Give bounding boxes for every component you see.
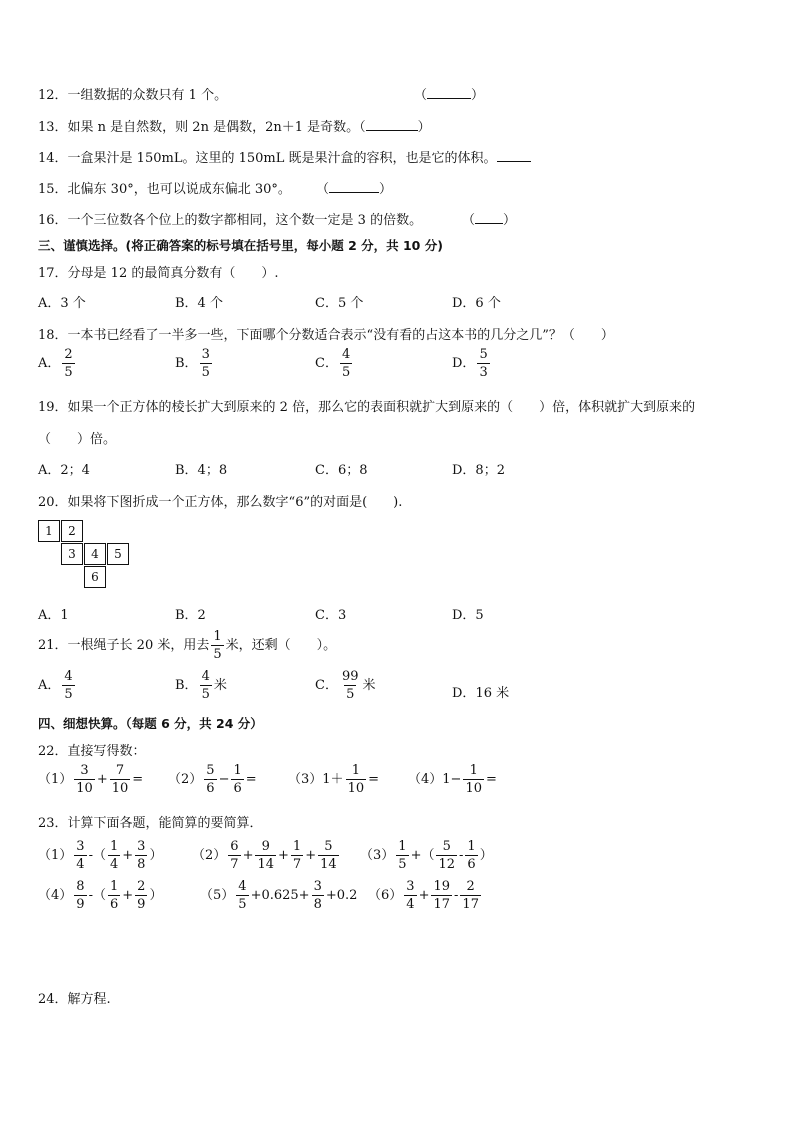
section-3-title: 三、谨慎选择。(将正确答案的标号填在括号里，每小题 2 分，共 10 分) (38, 238, 443, 253)
option-d[interactable]: D．5 (452, 608, 484, 623)
fraction: $\frac{4}{5}$ (64, 669, 73, 702)
option-b[interactable]: B． $\frac{4}{5}$ 米 (175, 669, 227, 702)
option-c[interactable]: C．5 个 (315, 296, 364, 311)
net-cell-1: 1 (38, 520, 60, 542)
fraction: $\frac{5}{3}$ (479, 347, 488, 380)
option-b[interactable]: B．4；8 (175, 463, 228, 478)
section-4-title: 四、细想快算。（每题 6 分，共 24 分） (38, 716, 263, 731)
question-16 (38, 209, 422, 228)
option-c[interactable]: C．3 (315, 608, 347, 623)
q23-item-5[interactable]: （5） $\frac{4}{5}$ +0.625+ $\frac{3}{8}$ +0.2 (200, 879, 358, 912)
question-19-line-1: 19．如果一个正方体的棱长扩大到原来的 2 倍，那么它的表面积就扩大到原来的（ ）倍，体积就扩大到原来的 (38, 400, 696, 415)
fraction: $\frac{2}{5}$ (64, 347, 73, 380)
question-text: 13．如果 n 是自然数，则 2n 是偶数，2n＋1 是奇数。（ (38, 120, 366, 135)
q23-item-2[interactable]: （2） $\frac{6}{7}$ + $\frac{9}{14}$ + $\frac{1}{7}$ + $\frac{5}{14}$ (192, 839, 337, 872)
answer-blank[interactable] (427, 86, 471, 99)
fraction: $\frac{4}{5}$ (201, 669, 210, 702)
question-14 (38, 147, 531, 166)
question-20: 20．如果将下图折成一个正方体，那么数字“6”的对面是( ). (38, 495, 403, 510)
net-cell-3: 3 (61, 543, 83, 565)
question-21: 21．一根绳子长 20 米，用去 $\frac{1}{5}$ 米，还剩（ ）。 (38, 629, 337, 662)
q23-item-3[interactable]: （3） $\frac{1}{5}$ +（ $\frac{5}{12}$ - $\frac{1}{6}$ ） (360, 839, 493, 872)
net-cell-5: 5 (107, 543, 129, 565)
question-13: 13．如果 n 是自然数，则 2n 是偶数，2n＋1 是奇数。（ ） (38, 120, 431, 135)
q23-item-1[interactable]: （1） $\frac{3}{4}$ -（ $\frac{1}{4}$ + $\frac{3}{8}$ ） (38, 839, 163, 872)
cube-net-diagram (38, 520, 138, 590)
answer-blank[interactable] (329, 180, 379, 193)
q23-item-6[interactable]: （6） $\frac{3}{4}$ + $\frac{19}{17}$ - $\frac{2}{17}$ (368, 879, 479, 912)
question-12 (38, 84, 227, 103)
option-d[interactable]: D．16 米 (452, 686, 510, 701)
option-d[interactable]: D．8；2 (452, 463, 505, 478)
question-22: 22．直接写得数： (38, 744, 146, 759)
answer-paren-12[interactable]: （ ） (414, 88, 485, 103)
question-text: 16．一个三位数各个位上的数字都相同，这个数一定是 3 的倍数。 (38, 213, 423, 228)
net-cell-4: 4 (84, 543, 106, 565)
option-b[interactable]: B．4 个 (175, 296, 223, 311)
question-19-line-2: （ ）倍。 (38, 432, 117, 447)
option-c[interactable]: C． $\frac{4}{5}$ (315, 347, 351, 380)
option-d[interactable]: D． $\frac{5}{3}$ (452, 347, 488, 380)
option-c[interactable]: C．6；8 (315, 463, 368, 478)
option-a[interactable]: A． $\frac{4}{5}$ (38, 669, 73, 702)
option-a[interactable]: A． $\frac{2}{5}$ (38, 347, 73, 380)
option-a[interactable]: A．2；4 (38, 463, 90, 478)
q23-item-4[interactable]: （4） $\frac{8}{9}$ -（ $\frac{1}{6}$ + $\frac{2}{9}$ ） (38, 879, 163, 912)
net-cell-6: 6 (84, 566, 106, 588)
q22-item-3[interactable]: （3）1＋ $\frac{1}{10}$ = (288, 763, 380, 796)
question-23: 23．计算下面各题，能简算的要简算． (38, 816, 263, 831)
question-text: 15．北偏东 30°，也可以说成东偏北 30°。 (38, 182, 291, 197)
question-17: 17．分母是 12 的最简真分数有（ ）. (38, 266, 279, 281)
q22-item-4[interactable]: （4）1− $\frac{1}{10}$ = (408, 763, 497, 796)
answer-blank[interactable] (497, 149, 531, 162)
question-24: 24．解方程. (38, 992, 111, 1007)
option-b[interactable]: B． $\frac{3}{5}$ (175, 347, 210, 380)
fraction: $\frac{3}{5}$ (201, 347, 210, 380)
answer-paren-16[interactable]: （ ） (462, 213, 517, 228)
answer-blank[interactable] (475, 211, 503, 224)
option-b[interactable]: B．2 (175, 608, 206, 623)
q22-item-2[interactable]: （2） $\frac{5}{6}$ − $\frac{1}{6}$ = (168, 763, 257, 796)
option-a[interactable]: A．3 个 (38, 296, 86, 311)
option-a[interactable]: A．1 (38, 608, 69, 623)
answer-paren-15[interactable]: （ ） (316, 182, 393, 197)
answer-blank[interactable] (366, 118, 418, 131)
question-text: 14．一盒果汁是 150mL。这里的 150mL 既是果汁盒的容积，也是它的体积。 (38, 151, 497, 166)
net-cell-2: 2 (61, 520, 83, 542)
fraction: $\frac{4}{5}$ (341, 347, 351, 380)
question-text: 12．一组数据的众数只有 1 个。 (38, 88, 228, 103)
option-c[interactable]: C． $\frac{99}{5}$ 米 (315, 669, 376, 702)
fraction: $\frac{99}{5}$ (341, 669, 359, 702)
question-15 (38, 178, 291, 197)
option-d[interactable]: D．6 个 (452, 296, 501, 311)
fraction: $\frac{1}{5}$ (213, 629, 222, 662)
question-18: 18．一本书已经看了一半多一些，下面哪个分数适合表示“没有看的占这本书的几分之几”？（ ） (38, 328, 614, 343)
q22-item-1[interactable]: （1） $\frac{3}{10}$ + $\frac{7}{10}$ = (38, 763, 144, 796)
